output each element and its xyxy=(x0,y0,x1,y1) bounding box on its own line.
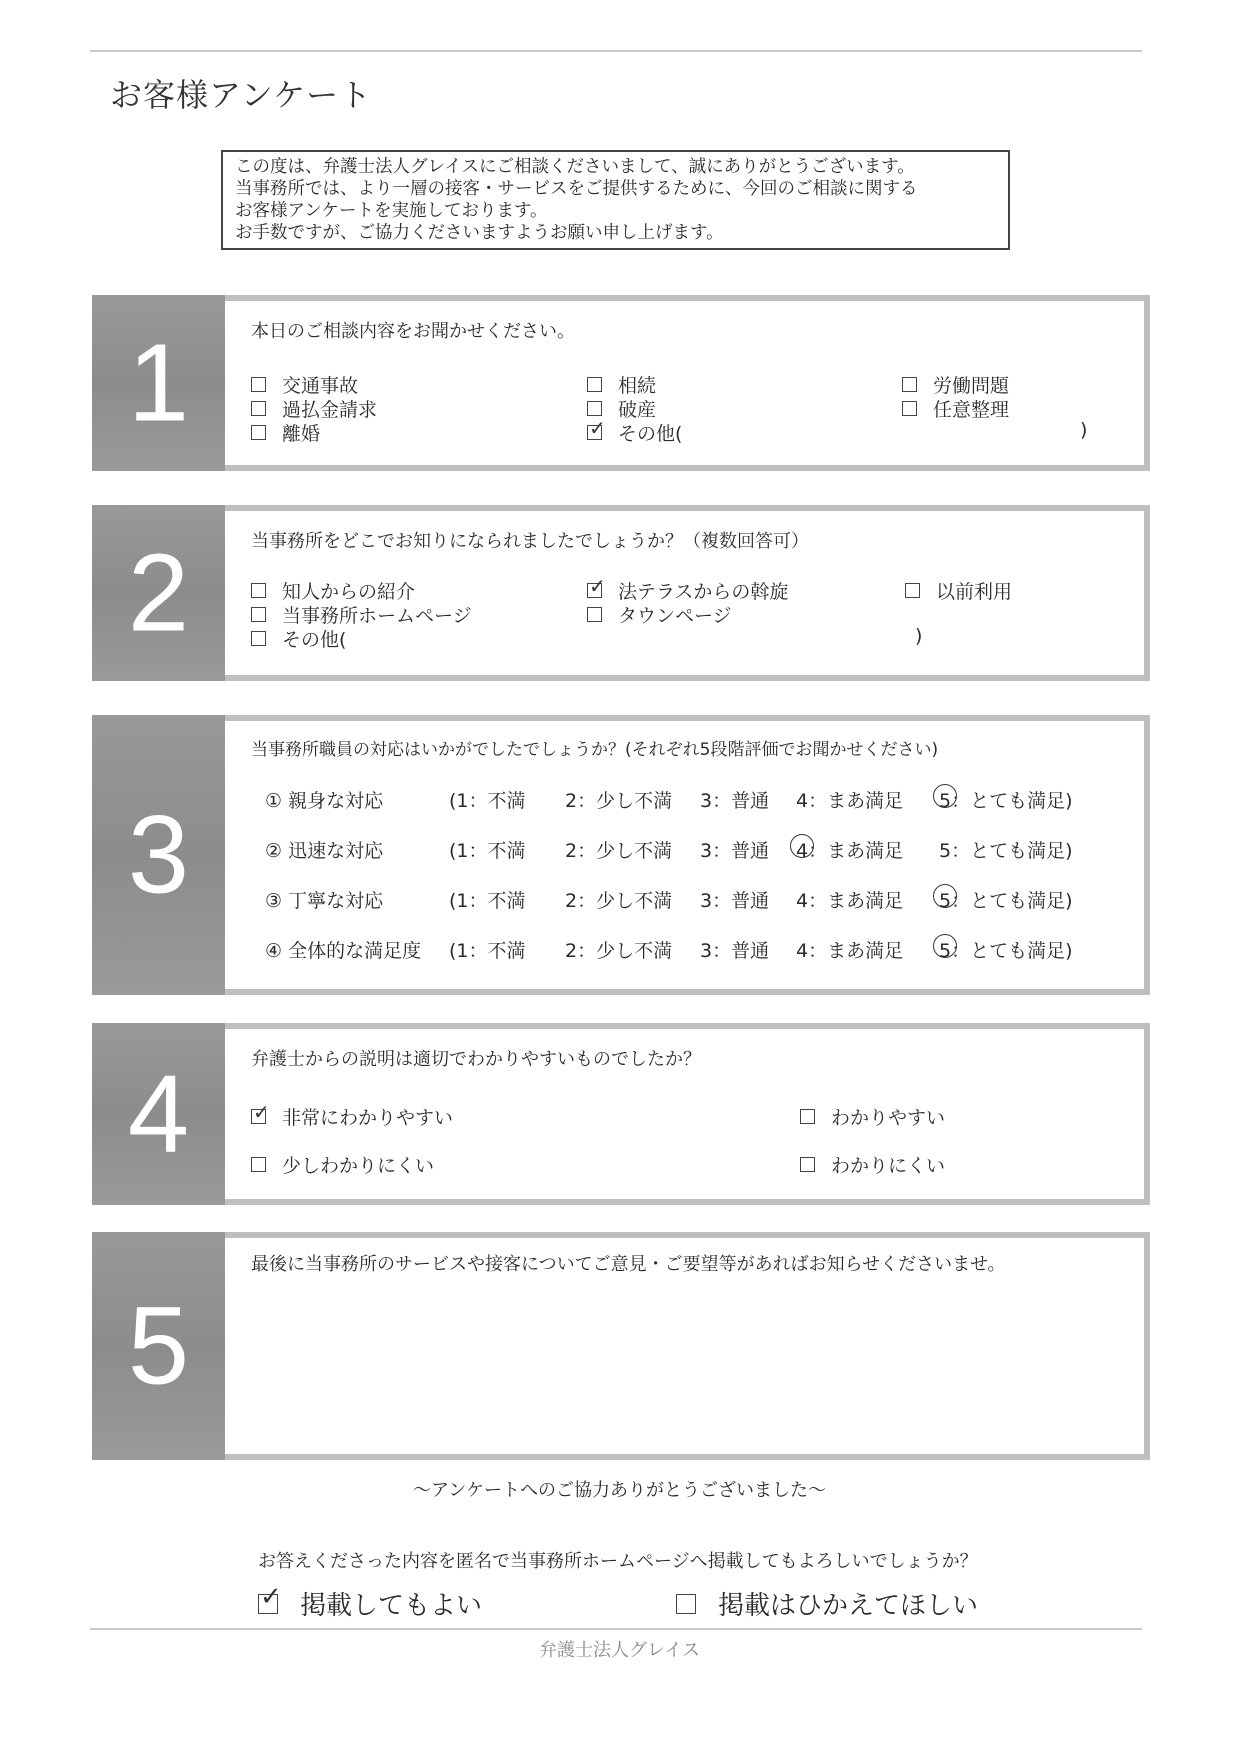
scale-4[interactable]: 4：まあ満足 xyxy=(796,890,904,912)
publish-question: お答えくださった内容を匿名で当事務所ホームページへ掲載してもよろしいでしょうか？ xyxy=(258,1551,978,1572)
scale-5[interactable]: 5：とても満足) xyxy=(939,886,1073,913)
publish-decline[interactable]: 掲載はひかえてほしい xyxy=(676,1585,978,1622)
scale-2[interactable]: 2：少し不満 xyxy=(565,840,673,862)
question-text: 当事務所をどこでお知りになられましたでしょうか？（複数回答可） xyxy=(251,531,809,552)
option-somewhat-unclear[interactable]: 少しわかりにくい xyxy=(251,1151,434,1178)
section-2 xyxy=(92,505,1150,681)
scale-4[interactable]: 4：まあ満足 xyxy=(796,790,904,812)
option-traffic-accident[interactable]: 交通事故 xyxy=(251,371,358,398)
rating-label: ④ 全体的な満足度 xyxy=(265,940,422,962)
checkbox[interactable] xyxy=(587,607,602,622)
checkbox[interactable] xyxy=(587,401,602,416)
section-number: 1 xyxy=(92,295,225,471)
publish-ok[interactable]: ✓ 掲載してもよい xyxy=(258,1585,482,1622)
checkbox[interactable] xyxy=(251,607,266,622)
option-debt[interactable]: 任意整理 xyxy=(902,395,1009,422)
scale-1[interactable]: (1：不満 xyxy=(449,940,526,962)
option-bankruptcy[interactable]: 破産 xyxy=(587,395,656,422)
thanks-message: 〜アンケートへのご協力ありがとうございました〜 xyxy=(413,1480,826,1501)
option-other[interactable]: ✓ その他( xyxy=(587,419,682,446)
scale-5[interactable]: 5：とても満足) xyxy=(939,840,1073,862)
question-text: 本日のご相談内容をお聞かせください。 xyxy=(251,321,575,342)
comment-area[interactable] xyxy=(225,1238,1144,1454)
option-labor[interactable]: 労働問題 xyxy=(902,371,1009,398)
scale-2[interactable]: 2：少し不満 xyxy=(565,890,673,912)
option-divorce[interactable]: 離婚 xyxy=(251,419,320,446)
selection-circle xyxy=(790,834,814,858)
checkbox[interactable] xyxy=(251,401,266,416)
checkbox-checked[interactable] xyxy=(587,425,602,440)
intro-line: お客様アンケートを実施しております。 xyxy=(235,201,548,221)
selection-circle xyxy=(933,784,957,808)
scale-5[interactable]: 5：とても満足) xyxy=(939,936,1073,963)
scale-2[interactable]: 2：少し不満 xyxy=(565,790,673,812)
section-body xyxy=(225,511,1144,675)
option-homepage[interactable]: 当事務所ホームページ xyxy=(251,601,472,628)
page-title: お客様アンケート xyxy=(110,76,373,114)
option-overpayment[interactable]: 過払金請求 xyxy=(251,395,377,422)
scale-1[interactable]: (1：不満 xyxy=(449,840,526,862)
scale-4[interactable]: 4：まあ満足 xyxy=(796,940,904,962)
option-referral[interactable]: 知人からの紹介 xyxy=(251,577,415,604)
question-text: 当事務所職員の対応はいかがでしたでしょうか？(それぞれ5段階評価でお聞かせください) xyxy=(251,740,939,760)
section-body xyxy=(225,721,1144,989)
scale-5[interactable]: 5：とても満足) xyxy=(939,786,1073,813)
section-number: 4 xyxy=(92,1023,225,1205)
checkbox-checked[interactable] xyxy=(258,1594,278,1614)
footer-firm-name: 弁護士法人グレイス xyxy=(539,1640,700,1661)
section-number: 5 xyxy=(92,1232,225,1460)
checkbox[interactable] xyxy=(251,377,266,392)
checkbox[interactable] xyxy=(251,631,266,646)
option-clear[interactable]: わかりやすい xyxy=(800,1103,945,1130)
checkbox[interactable] xyxy=(800,1109,815,1124)
bottom-rule xyxy=(90,1628,1142,1630)
section-body xyxy=(225,301,1144,465)
checkbox[interactable] xyxy=(251,425,266,440)
checkbox[interactable] xyxy=(905,583,920,598)
option-unclear[interactable]: わかりにくい xyxy=(800,1151,945,1178)
option-previous[interactable]: 以前利用 xyxy=(905,577,1012,604)
option-houterasu[interactable]: ✓ 法テラスからの斡旋 xyxy=(587,577,788,604)
section-body xyxy=(225,1029,1144,1199)
checkbox[interactable] xyxy=(251,1157,266,1172)
scale-3[interactable]: 3：普通 xyxy=(700,790,770,812)
section-3 xyxy=(92,715,1150,995)
top-rule xyxy=(90,50,1142,52)
intro-line: 当事務所では、より一層の接客・サービスをご提供するために、今回のご相談に関する xyxy=(235,179,918,199)
section-5 xyxy=(92,1232,1150,1460)
scale-3[interactable]: 3：普通 xyxy=(700,890,770,912)
scale-1[interactable]: (1：不満 xyxy=(449,890,526,912)
checkbox[interactable] xyxy=(587,377,602,392)
scale-3[interactable]: 3：普通 xyxy=(700,840,770,862)
question-text: 最後に当事務所のサービスや接客についてご意見・ご要望等があればお知らせくださいませ。 xyxy=(251,1254,1006,1275)
selection-circle xyxy=(933,934,957,958)
scale-3[interactable]: 3：普通 xyxy=(700,940,770,962)
intro-box xyxy=(221,150,1010,250)
checkbox[interactable] xyxy=(676,1594,696,1614)
option-townpage[interactable]: タウンページ xyxy=(587,601,732,628)
close-paren: ) xyxy=(1080,419,1088,441)
scale-1[interactable]: (1：不満 xyxy=(449,790,526,812)
section-number: 3 xyxy=(92,715,225,995)
checkbox[interactable] xyxy=(251,583,266,598)
rating-label: ② 迅速な対応 xyxy=(265,840,384,862)
checkbox-checked[interactable] xyxy=(251,1109,266,1124)
scale-2[interactable]: 2：少し不満 xyxy=(565,940,673,962)
checkbox-checked[interactable] xyxy=(587,583,602,598)
section-4 xyxy=(92,1023,1150,1205)
scale-4[interactable]: 4：まあ満足 xyxy=(796,836,903,863)
option-very-clear[interactable]: ✓ 非常にわかりやすい xyxy=(251,1103,453,1130)
selection-circle xyxy=(933,884,957,908)
intro-line: お手数ですが、ご協力くださいますようお願い申し上げます。 xyxy=(235,223,724,243)
section-number: 2 xyxy=(92,505,225,681)
rating-label: ① 親身な対応 xyxy=(265,790,384,812)
option-inheritance[interactable]: 相続 xyxy=(587,371,656,398)
checkbox[interactable] xyxy=(902,401,917,416)
question-text: 弁護士からの説明は適切でわかりやすいものでしたか？ xyxy=(251,1049,701,1070)
checkbox[interactable] xyxy=(902,377,917,392)
section-1 xyxy=(92,295,1150,471)
close-paren: ) xyxy=(915,625,923,647)
rating-label: ③ 丁寧な対応 xyxy=(265,890,384,912)
checkbox[interactable] xyxy=(800,1157,815,1172)
intro-line: この度は、弁護士法人グレイスにご相談くださいまして、誠にありがとうございます。 xyxy=(235,157,915,177)
option-other[interactable]: その他( xyxy=(251,625,346,652)
